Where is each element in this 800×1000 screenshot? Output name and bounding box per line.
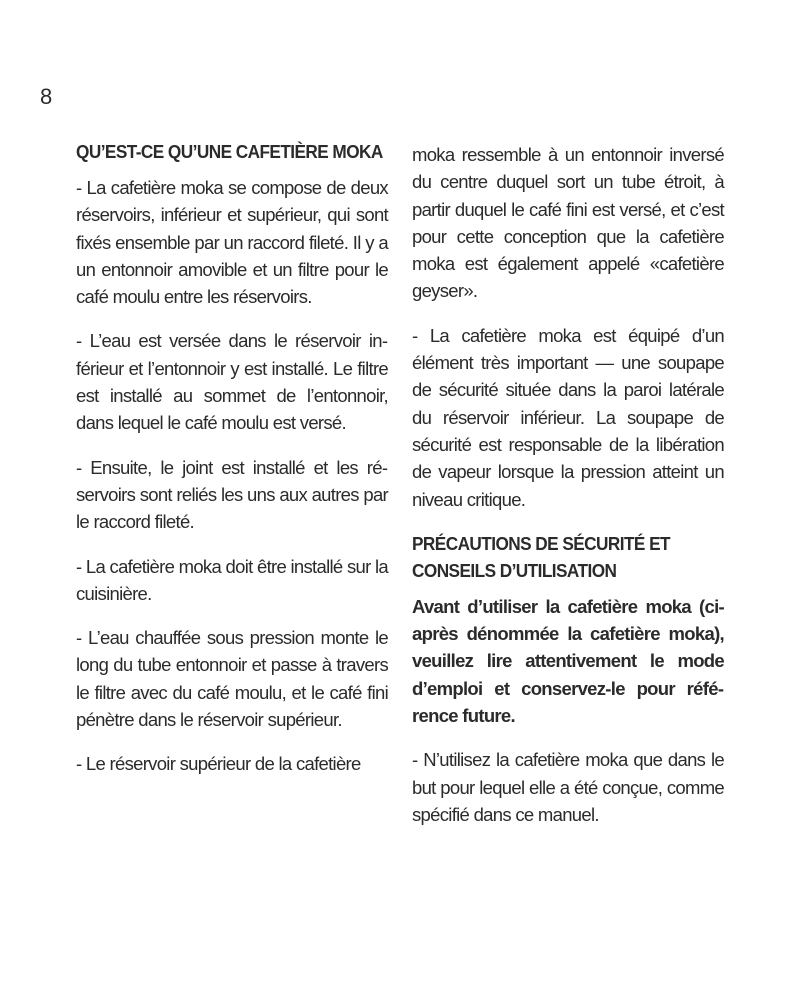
paragraph: - Le réservoir supérieur de la cafetière	[76, 753, 361, 775]
paragraph: - L’eau est versée dans le réservoir inférieur et l’entonnoir y est installé. Le filtre est installé au sommet de l’entonnoir, dans lequel le café moulu est versé.	[76, 330, 388, 434]
warning-paragraph: Avant d’utiliser la cafetière moka (ci-après dénommée la cafetière moka), veuillez lire attentivement le mode d’emploi et conservez-le pour référence future.	[412, 595, 724, 727]
left-column	[76, 138, 388, 795]
paragraph: - L’eau chauffée sous pression monte le long du tube entonnoir et passe à travers le filtre avec du café moulu, et le café fini pénètre dans le réservoir supérieur.	[76, 627, 388, 731]
section-heading-moka: QU’EST-CE QU’UNE CAFETIÈRE MOKA	[76, 141, 383, 162]
paragraph: - N’utilisez la cafetière moka que dans le but pour lequel elle a été conçue, comme spécifié dans ce manuel.	[412, 749, 724, 825]
paragraph: - Ensuite, le joint est installé et les réservoirs sont reliés les uns aux autres par le raccord fileté.	[76, 456, 388, 533]
right-column	[412, 141, 724, 845]
paragraph: moka ressemble à un entonnoir inversé du centre duquel sort un tube étroit, à partir duquel le café fini est versé, et c’est pour cette conception que la cafetière moka est également appelé «cafetière geyser».	[412, 144, 724, 302]
paragraph: - La cafetière moka est équipé d’un élément très important — une soupape de sécurité située dans la paroi latérale du réservoir inférieur. La soupape de sécurité est responsable de la libération de vapeur lorsque la pression atteint un niveau critique.	[412, 324, 724, 510]
paragraph: - La cafetière moka se compose de deux réservoirs, inférieur et supérieur, qui sont fixés ensemble par un raccord fileté. Il y a un entonnoir amovible et un filtre pour le café moulu entre les réservoirs.	[76, 177, 388, 308]
paragraph: - La cafetière moka doit être installé sur la cuisinière.	[76, 555, 388, 604]
page-number: 8	[40, 84, 53, 109]
section-heading-safety: PRÉCAUTIONS DE SÉCURITÉ ET CONSEILS D’UTILISATION	[412, 532, 670, 581]
